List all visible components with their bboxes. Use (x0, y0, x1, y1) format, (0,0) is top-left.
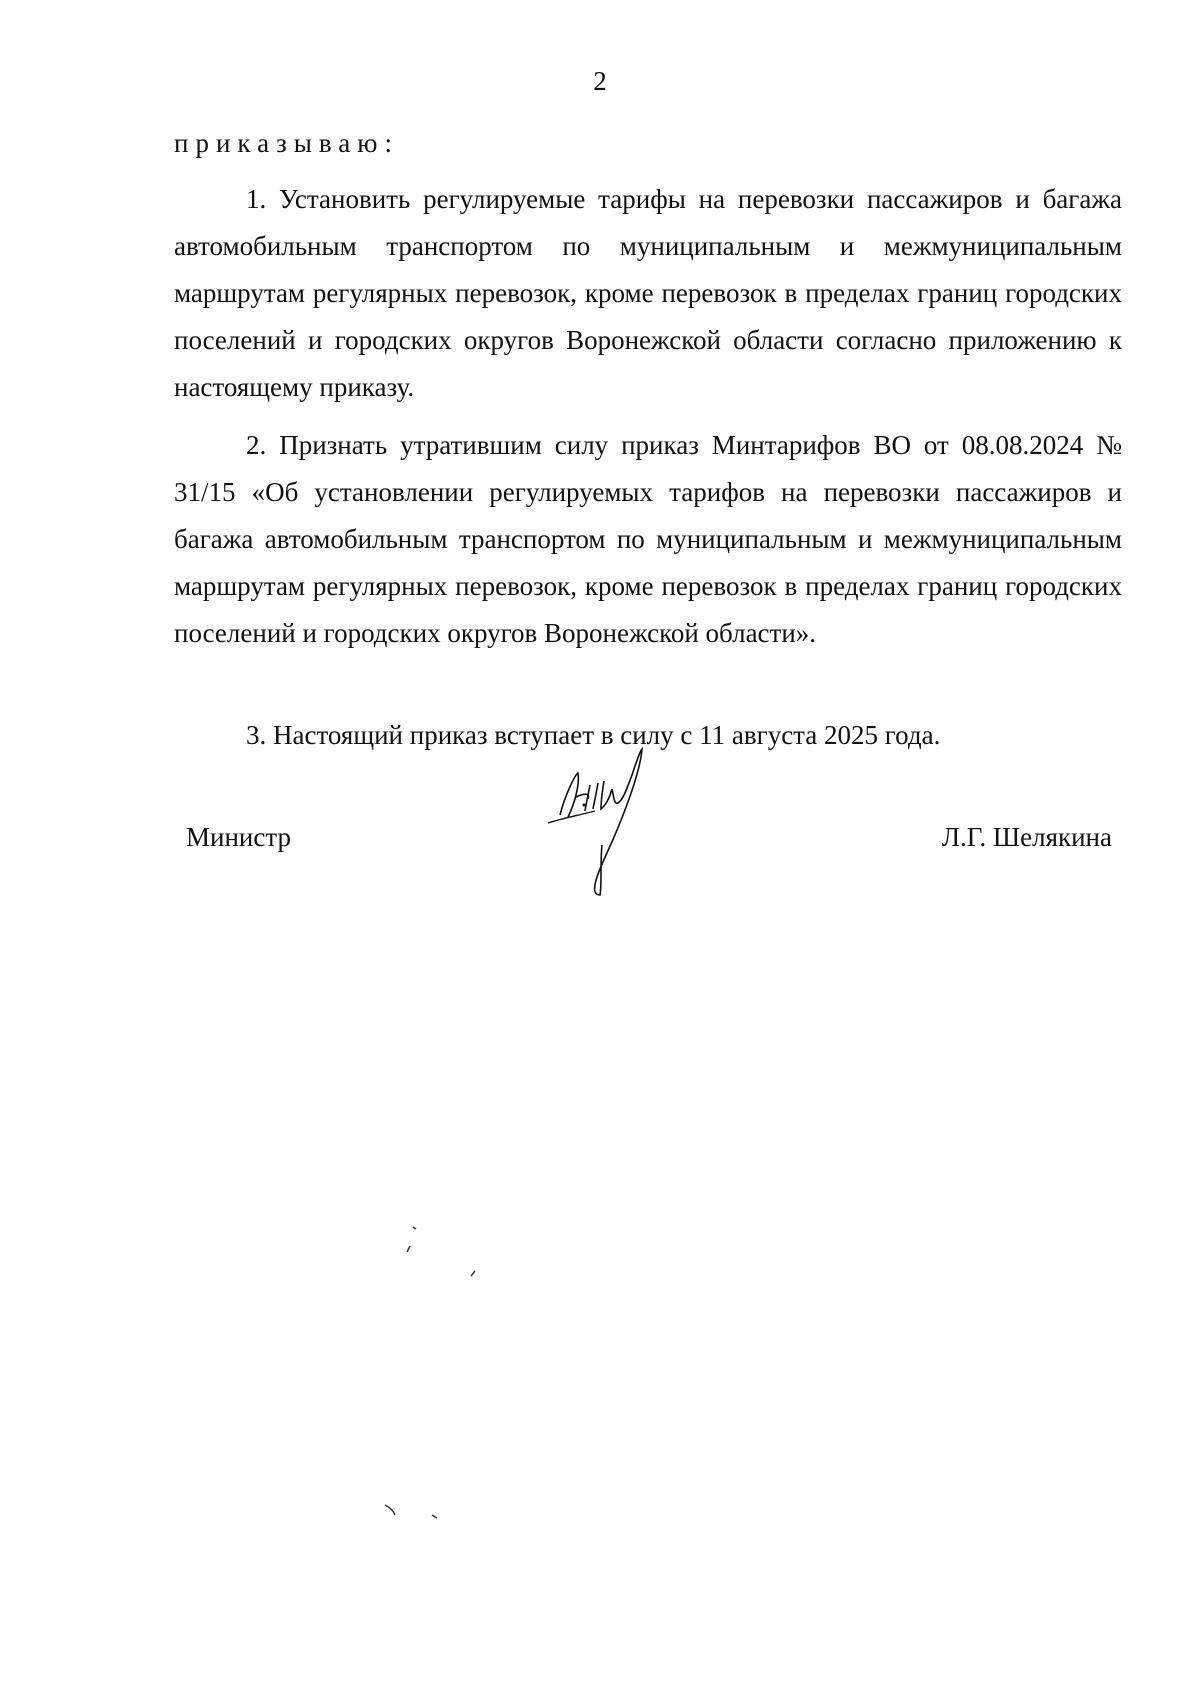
signatory-name: Л.Г. Шелякина (941, 822, 1112, 852)
handwritten-signature (540, 745, 700, 945)
paragraph-2-container (174, 422, 1122, 657)
paragraph-2: 2. Признать утратившим силу приказ Минтарифов ВО от 08.08.2024 № 31/15 «Об установлении регулируемых тарифов на перевозки пассажиров и багажа автомобильным транспортом по муниципальным и межмуниципальным маршрутам регулярных перевозок, кроме перевозок в пределах границ городских поселений и городских округов Воронежской области». (174, 430, 1122, 648)
paragraph-1-container (174, 176, 1122, 411)
paragraph-1: 1. Установить регулируемые тарифы на перевозки пассажиров и багажа автомобильным транспортом по муниципальным и межмуниципальным маршрутам регулярных перевозок, кроме перевозок в пределах границ городских поселений и городских округов Воронежской области согласно приложению к настоящему приказу. (174, 184, 1122, 402)
paragraph-3: 3. Настоящий приказ вступает в силу с 11 августа 2025 года. (246, 720, 941, 750)
order-verb: приказываю: (174, 128, 399, 158)
page-number: 2 (593, 66, 607, 96)
signatory-title: Министр (186, 822, 291, 852)
